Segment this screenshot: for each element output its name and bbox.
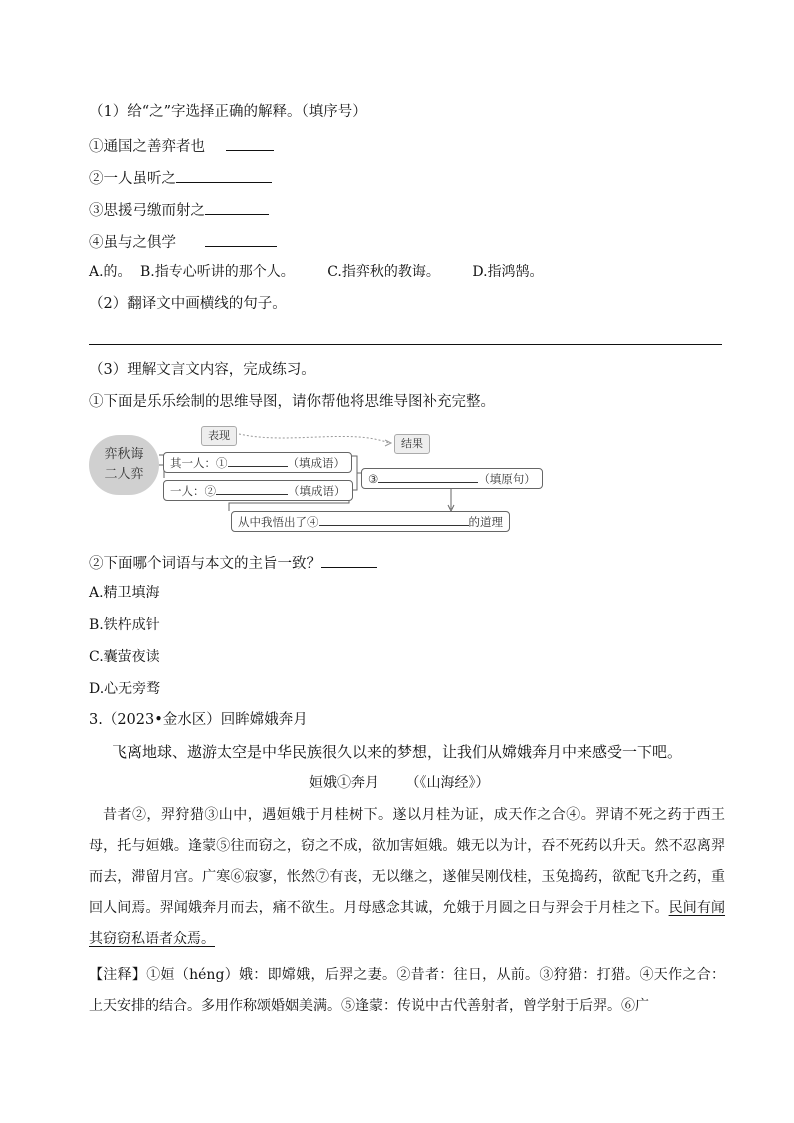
- q1-item-text: ③思援弓缴而射之: [89, 203, 205, 219]
- underlined-sentence: 民间有闻其窃窃私语者众焉。: [89, 900, 726, 947]
- center-line-1: 弈秋诲: [104, 447, 144, 462]
- q1-item-text: ②一人虽听之: [89, 171, 176, 187]
- q1-item-2: [89, 166, 272, 189]
- node-hint: （填原句）: [478, 472, 536, 486]
- q1-item-text: ④虽与之俱学: [89, 235, 176, 251]
- q1-item-4: [89, 230, 277, 253]
- node-hint: （填成语）: [287, 456, 345, 470]
- choice-c: C.囊萤夜读: [89, 649, 160, 665]
- node-first-person: [163, 452, 352, 473]
- choice-a: A.精卫填海: [89, 585, 160, 601]
- node-lesson: [231, 511, 510, 532]
- node-hint: 的道理: [468, 515, 503, 529]
- answer-blank[interactable]: [319, 512, 469, 526]
- passage-title-text: 姮娥①奔月: [309, 775, 379, 791]
- q1-item-3: [89, 198, 269, 221]
- passage-notes: 【注释】①姮（héng）娥：即嫦娥，后羿之妻。②昔者：往日，从前。③狩猎：打猎。④天作之合：上天安排的结合。多用作称颂婚姻美满。⑤逢蒙：传说中古代善射者，曾学射于后羿。⑥广: [89, 967, 725, 1014]
- answer-blank[interactable]: [226, 134, 274, 151]
- q1-item-1: [89, 134, 274, 157]
- center-node: [89, 435, 159, 495]
- node-second-person: [163, 480, 353, 501]
- center-line-2: 二人弈: [104, 467, 144, 482]
- q1-prompt: （1）给“之”字选择正确的解释。（填序号）: [89, 104, 367, 120]
- q3-sub1: ①下面是乐乐绘制的思维导图，请你帮他将思维导图补充完整。: [89, 394, 495, 410]
- node-label: 从中我悟出了④: [238, 515, 319, 529]
- choice-b: B.铁杵成针: [89, 617, 160, 633]
- tag-result: 结果: [394, 434, 430, 454]
- section-3-intro: 飞离地球、遨游太空是中华民族很久以来的梦想，让我们从嫦娥奔月中来感受一下吧。: [112, 743, 683, 761]
- q3-sub2: [89, 551, 377, 574]
- option-b: B.指专心听讲的那个人。: [140, 264, 295, 280]
- answer-blank[interactable]: [228, 453, 288, 467]
- answer-blank[interactable]: [205, 230, 277, 247]
- choice-d: D.心无旁骛: [89, 681, 161, 697]
- answer-blank[interactable]: [205, 198, 269, 215]
- passage-source: （《山海经》）: [405, 775, 490, 791]
- node-hint: （填成语）: [288, 484, 346, 498]
- passage-title: [309, 773, 489, 793]
- tag-performance: 表现: [201, 426, 237, 446]
- node-label: ③: [368, 472, 379, 486]
- q1-options: [89, 262, 544, 282]
- q3-sub2-text: ②下面哪个词语与本文的主旨一致？: [89, 556, 321, 572]
- option-c: C.指弈秋的教诲。: [327, 264, 440, 280]
- node-result: [361, 468, 543, 489]
- answer-blank[interactable]: [216, 481, 288, 495]
- answer-line[interactable]: [89, 344, 722, 345]
- q1-item-text: ①通国之善弈者也: [89, 139, 205, 155]
- node-label: 一人：②: [170, 484, 216, 498]
- answer-blank[interactable]: [176, 166, 272, 183]
- answer-blank[interactable]: [321, 551, 377, 568]
- option-d: D.指鸿鹄。: [472, 264, 544, 280]
- section-3-heading: 3.（2023•金水区）回眸嫦娥奔月: [89, 712, 308, 728]
- option-a: A.的。: [89, 264, 132, 280]
- q2-prompt: （2）翻译文中画横线的句子。: [89, 296, 287, 312]
- passage-text: 昔者②，羿狩猎③山中，遇姮娥于月桂树下。遂以月桂为证，成天作之合④。羿请不死之药于西王母，托与姮娥。逢蒙⑤往而窃之，窃之不成，欲加害姮娥。娥无以为计，吞不死药以升天。然不忍离羿而去，滞留月宫。广寒⑥寂寥，怅然⑦有丧，无以继之，遂催吴刚伐桂，玉兔捣药，欲配飞升之药，重回人间焉。羿闻娥奔月而去，痛不欲生。月母感念其诚，允娥于月圆之日与羿会于月桂之下。: [89, 807, 725, 916]
- answer-blank[interactable]: [378, 469, 478, 483]
- node-label: 其一人：①: [170, 456, 228, 470]
- mind-map: [89, 423, 549, 538]
- passage-body: [89, 800, 725, 955]
- q3-prompt: （3）理解文言文内容，完成练习。: [89, 362, 316, 378]
